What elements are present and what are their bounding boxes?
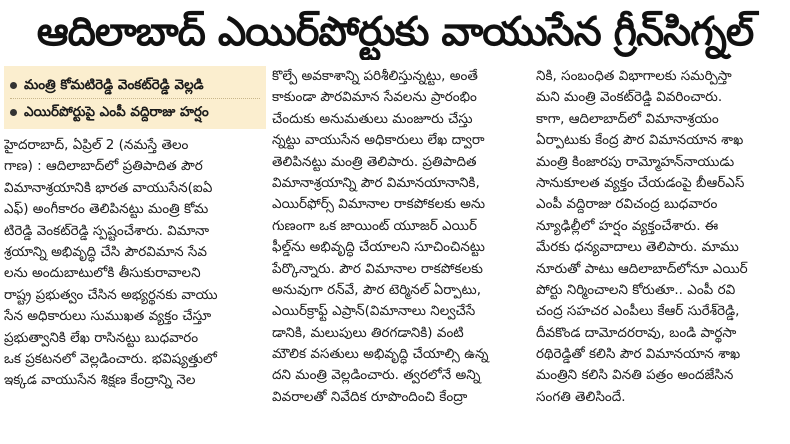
article-line: మంత్రిని కలిసి వినతి పత్రం అందజేసిన <box>536 367 734 384</box>
article-line: చేందుకు అనుమతులు మంజూరు చేస్తు <box>272 110 473 127</box>
article-line: సంగతి తెలిసిందే. <box>536 388 626 405</box>
article-line: కాకుండా పౌరవిమాన సేవలను ప్రారంభిం <box>272 89 477 106</box>
article-line: మని మంత్రి వెంకట్‌రెడ్డి వివరించారు. <box>536 89 723 106</box>
article-line: విమానాశ్రయానికి భారత వాయుసేన(ఐఏ <box>4 179 213 196</box>
headline: ఆదిలాబాద్ ఎయిర్‌పోర్టుకు వాయుసేన గ్రీన్‌సిగ్నల్ <box>36 9 754 55</box>
article-line: అనువుగా రన్‌వే, పౌర టెర్మినల్ ఏర్పాటు, <box>272 281 481 298</box>
article-line: న్యూఢిల్లీలో హర్షం వ్యక్తంచేశారు. ఈ <box>536 217 719 234</box>
article-line: డానికి, మలుపులు తిరగడానికి) వంటి <box>272 324 464 341</box>
article-line: గాణ) : ఆదిలాబాద్‌లో ప్రతిపాదిత పౌర <box>4 158 203 175</box>
article-line: దని మంత్రి వెల్లడించారు. త్వరలోనే అన్ని <box>272 367 481 384</box>
article-line: ఇక్కడ వాయుసేన శిక్షణ కేంద్రాన్ని నెల <box>4 372 196 389</box>
article-line: వివరాలతో నివేదిక రూపొందించి కేంద్రా <box>272 388 468 405</box>
column-1 <box>4 66 266 438</box>
article-line: ఎయిర్‌ఫోర్స్ విమానాల రాకపోకలకు అను <box>272 196 486 213</box>
article-line: ఒక ప్రకటనలో వెల్లడించారు. భవిష్యత్తులో <box>4 350 217 367</box>
article-line: విమానాశ్రయాన్ని పౌర విమానయానానికి, <box>272 174 480 191</box>
article-line: నూరుతో పాటు ఆదిలాబాద్‌లోనూ ఎయిర్ <box>536 260 748 277</box>
article-line: కాగా, ఆదిలాబాద్‌లో విమానాశ్రయం <box>536 110 719 127</box>
article-line: రాష్ట్ర ప్రభుత్వం చేసిన అభ్యర్థనకు వాయు <box>4 286 218 303</box>
highlight-text: మంత్రి కోమటిరెడ్డి వెంకట్‌రెడ్డి వెల్లడి <box>24 77 204 93</box>
article-line: టిరెడ్డి వెంకట్‌రెడ్డి స్పష్టంచేశారు. విమానా <box>4 222 209 239</box>
bullet-icon <box>10 109 17 116</box>
column-3 <box>536 66 786 438</box>
article-line: పేర్కొన్నారు. పౌర విమానాల రాకపోకలకు <box>272 260 483 277</box>
article-line: ఏర్పాటుకు కేంద్ర పౌర విమానయాన శాఖ <box>536 132 744 149</box>
article-line: ఎయిర్‌క్రాఫ్ట్ ఎప్రాన్(విమానాలు నిల్వచేసే <box>272 303 476 320</box>
article-line: మంత్రి కింజారపు రామ్మోహన్‌నాయుడు <box>536 153 735 170</box>
column-2 <box>272 66 530 438</box>
article-line: కొల్పే అవకాశాన్ని పరిశీలిస్తున్నట్టు, అంతే <box>272 68 478 84</box>
highlight-item <box>10 99 260 125</box>
article-line: హైదరాబాద్, ఏప్రిల్ 2 (నమస్తే తెలం <box>4 137 189 153</box>
article-line: పోర్టు నిర్మించాలని కోరుతూ.. ఎంపీ రవి <box>536 281 736 298</box>
bullet-icon <box>10 82 17 89</box>
highlight-item <box>10 72 260 99</box>
article-line: రథిరెడ్డితో కలిసి పౌర విమానయాన శాఖ <box>536 346 741 363</box>
article-line: దీవకొండ దామోదరరావు, బండి పార్థసా <box>536 324 737 341</box>
article-line: ఎఫ్) అంగీకారం తెలిపినట్టు మంత్రి కోమ <box>4 201 209 218</box>
article-line: సేన అధికారులు సుముఖత వ్యక్తం చేస్తూ <box>4 308 212 325</box>
article-line: గుణంగా ఒక జాయింట్ యూజర్ ఎయిర్ <box>272 217 478 234</box>
highlights-box <box>4 66 266 129</box>
article-line: నికి, సంబంధిత విభాగాలకు సమర్పిస్తా <box>536 68 732 84</box>
highlight-text: ఎయిర్‌పోర్టుపై ఎంపీ వద్దిరాజు హర్షం <box>24 104 209 120</box>
article-line: ఫీల్డ్‌ను అభివృద్ధి చేయాలని సూచించినట్టు <box>272 239 485 256</box>
article-line: ప్రభుత్వానికి లేఖ రాసినట్టు బుధవారం <box>4 329 199 346</box>
article-line: చంద్ర సహచర ఎంపీలు కేఆర్ సురేశ్‌రెడ్డి, <box>536 303 740 320</box>
article-line: న్నట్టు వాయుసేన అధికారులు లేఖ ద్వారా <box>272 132 485 149</box>
article-line: ఎంపీ వద్దిరాజు రవిచంద్ర బుధవారం <box>536 196 718 213</box>
article-line: మౌలిక వసతులు అభివృద్ధి చేయాల్సి ఉన్న <box>272 346 489 363</box>
article-line: మేరకు ధన్యవాదాలు తెలిపారు. మాము <box>536 239 739 256</box>
article-line: సానుకూలత వ్యక్తం చేయడంపై బీఆర్‌ఎస్ <box>536 174 745 191</box>
article-line: లను అందుబాటులోకి తీసుకురావాలని <box>4 265 201 282</box>
article-line: శ్రయాన్ని అభివృద్ధి చేసి పౌరవిమాన సేవ <box>4 243 207 260</box>
article-line: తెలిపినట్టు మంత్రి తెలిపారు. ప్రతిపాదిత <box>272 153 477 170</box>
